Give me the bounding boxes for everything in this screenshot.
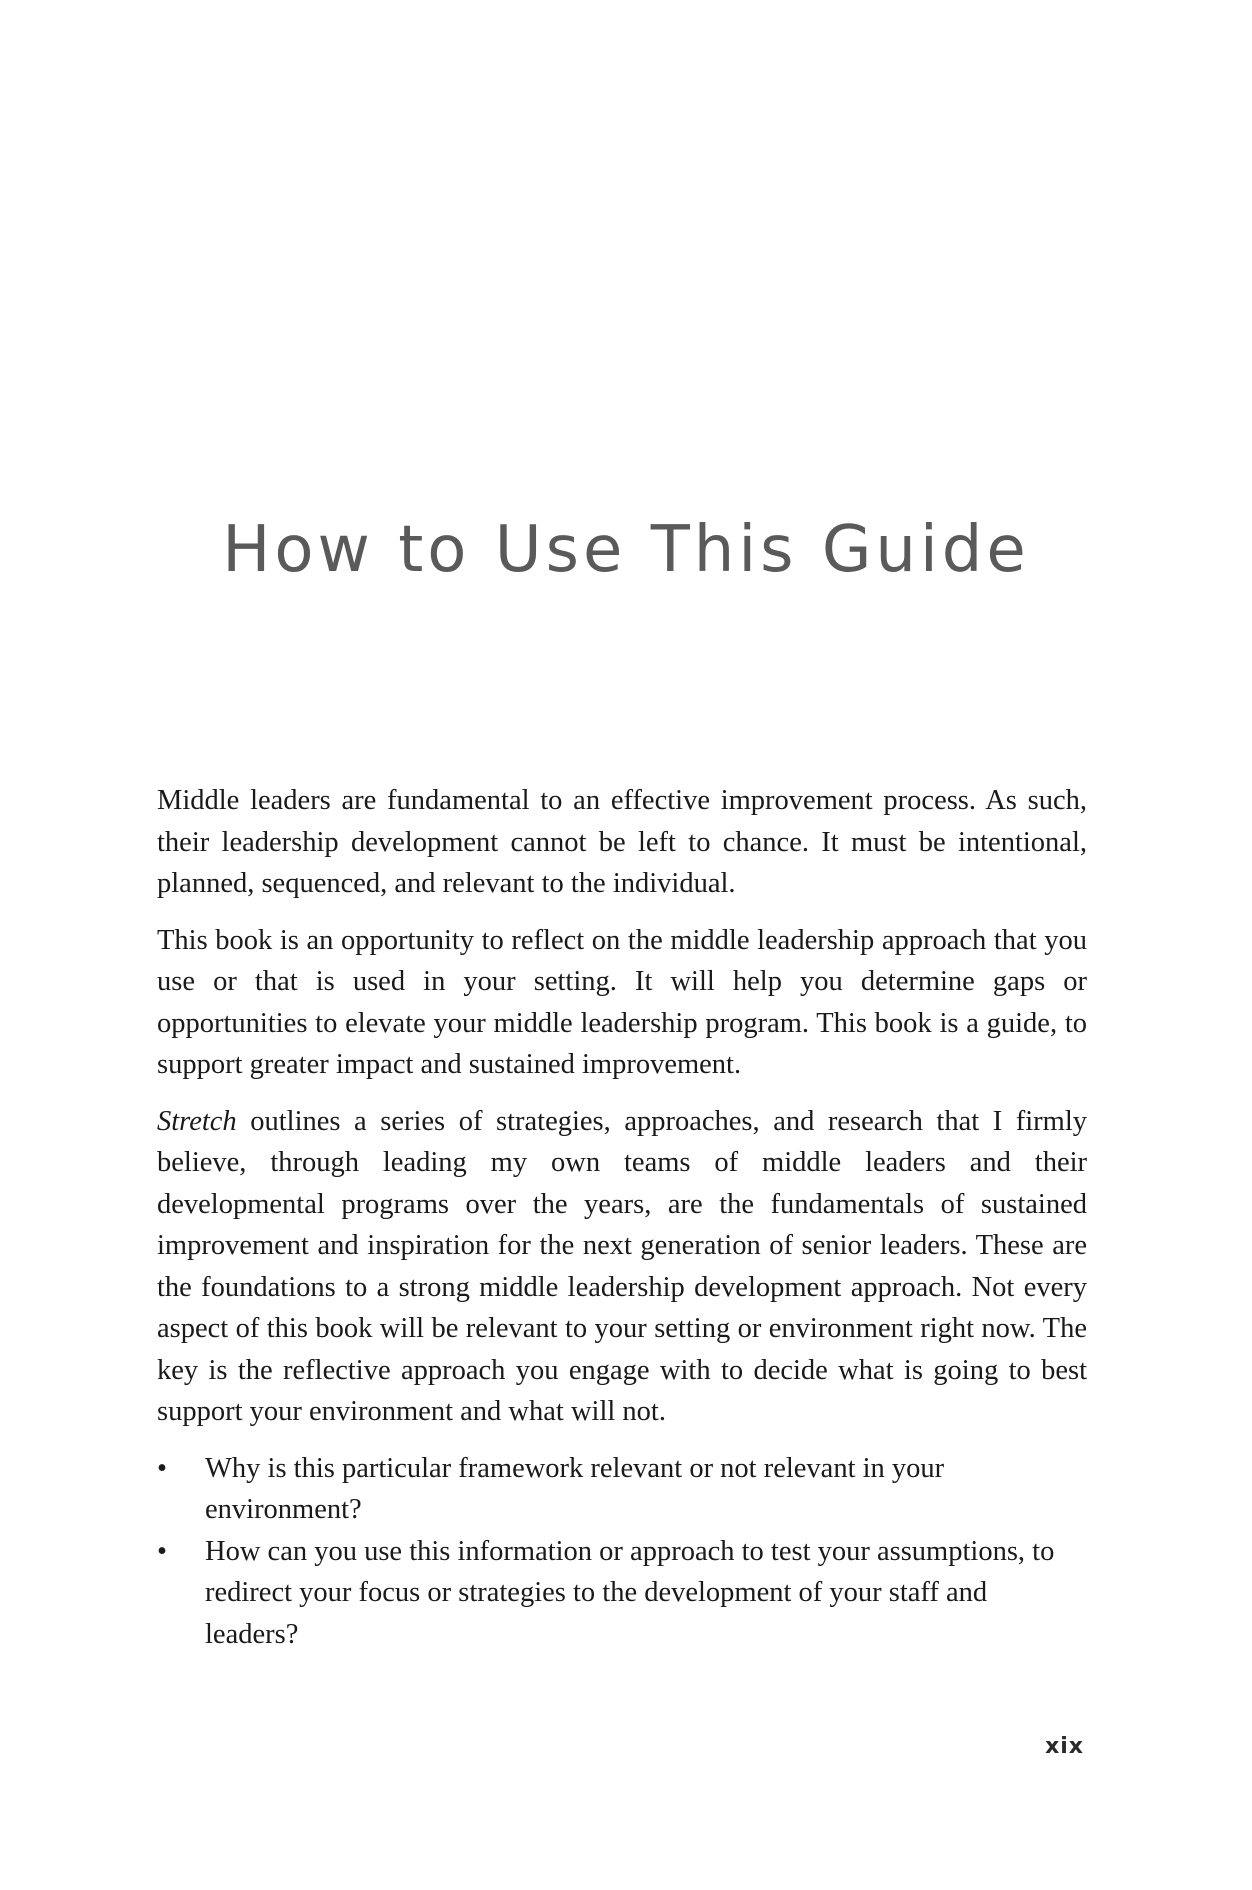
page-number: xix: [1045, 1734, 1084, 1759]
paragraph-1: Middle leaders are fundamental to an effective improvement process. As such, their leadership development cannot be left to chance. It must be intentional, planned, sequenced, and relevant to the individual.: [157, 785, 1087, 899]
bullet-icon: •: [157, 1535, 167, 1567]
reflection-questions-list: [157, 1448, 1087, 1656]
paragraph-3: [157, 1101, 1087, 1433]
list-item-text: Why is this particular framework relevant or not relevant in your environment?: [205, 1452, 945, 1525]
book-title-italic: Stretch: [157, 1105, 237, 1137]
list-item: [157, 1531, 1087, 1656]
body-text: [157, 780, 1087, 1655]
chapter-title: How to Use This Guide: [222, 513, 1030, 587]
paragraph-3-text: outlines a series of strategies, approaches, and research that I firmly believe, through leading my own teams of middle leaders and their developmental programs over the years, are the fundamentals of sustained improvement and inspiration for the next generation of senior leaders. These are the foundations to a strong middle leadership development approach. Not every aspect of this book will be relevant to your setting or environment right now. The key is the reflective approach you engage with to decide what is going to best support your environment and what will not.: [157, 1105, 1087, 1427]
paragraph-2: This book is an opportunity to reflect on the middle leadership approach that you use or that is used in your setting. It will help you determine gaps or opportunities to elevate your middle leadership program. This book is a guide, to support greater impact and sustained improvement.: [157, 924, 1087, 1080]
list-item-text: How can you use this information or approach to test your assumptions, to redirect your focus or strategies to the development of your staff and leaders?: [205, 1535, 1055, 1650]
list-item: [157, 1448, 1087, 1531]
bullet-icon: •: [157, 1452, 167, 1484]
